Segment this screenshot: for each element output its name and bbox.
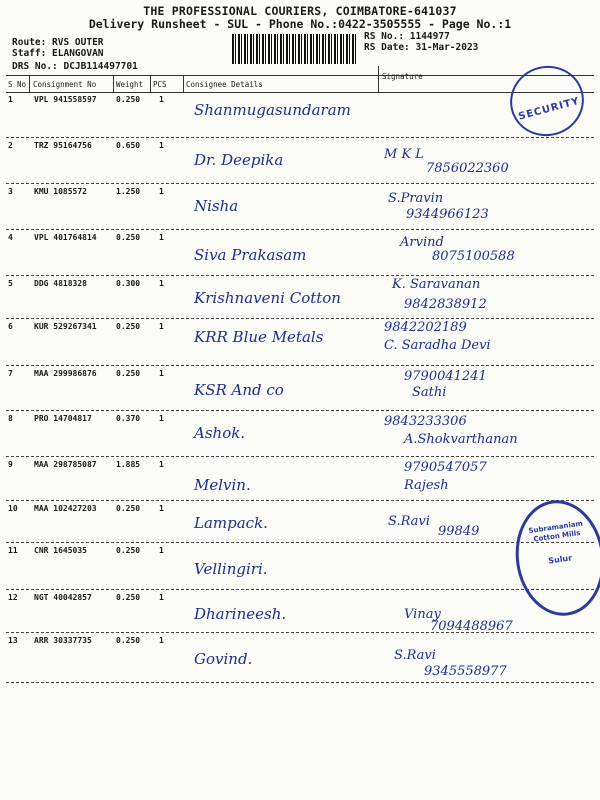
row-consignment-no: KUR 529267341	[34, 322, 97, 331]
row-pcs: 1	[159, 460, 164, 469]
rs-number: RS No.: 1144977	[364, 31, 450, 42]
row-signature-phone: Sathi	[412, 385, 447, 400]
row-divider	[6, 682, 594, 683]
row-signature: 9842202189	[384, 320, 467, 335]
col-header-signature: Signature	[382, 72, 423, 81]
row-weight: 0.250	[116, 95, 141, 104]
row-pcs: 1	[159, 322, 164, 331]
row-consignment-no: MAA 298785087	[34, 460, 97, 469]
row-signature-phone: 9345558977	[424, 664, 507, 679]
row-weight: 0.300	[116, 279, 141, 288]
runsheet-title: Delivery Runsheet - SUL - Phone No.:0422-3505555 - Page No.:1	[88, 17, 512, 31]
row-divider	[6, 275, 594, 276]
header-top-rule	[6, 75, 594, 76]
row-consignee: Govind.	[194, 650, 253, 668]
row-pcs: 1	[159, 95, 164, 104]
col-header-sno: S No	[8, 80, 27, 89]
row-sno: 1	[8, 95, 13, 104]
rs-date: RS Date: 31-Mar-2023	[364, 42, 479, 53]
col-divider	[150, 75, 151, 93]
drs-number: DRS No.: DCJB114497701	[12, 61, 138, 72]
barcode	[232, 34, 356, 64]
row-pcs: 1	[159, 636, 164, 645]
row-consignee: Shanmugasundaram	[194, 101, 351, 119]
row-weight: 0.250	[116, 369, 141, 378]
row-sno: 7	[8, 369, 13, 378]
row-sno: 2	[8, 141, 13, 150]
row-weight: 1.250	[116, 187, 141, 196]
row-signature-phone: 7094488967	[430, 619, 513, 634]
row-consignee: Siva Prakasam	[194, 246, 307, 264]
row-divider	[6, 542, 594, 543]
row-signature: K. Saravanan	[392, 277, 481, 292]
row-pcs: 1	[159, 546, 164, 555]
row-signature: 9843233306	[384, 414, 467, 429]
row-pcs: 1	[159, 369, 164, 378]
row-signature-phone: 7856022360	[426, 161, 509, 176]
row-consignment-no: NGT 40042857	[34, 593, 92, 602]
row-weight: 0.370	[116, 414, 141, 423]
row-weight: 0.250	[116, 593, 141, 602]
row-signature: S.Ravi	[388, 514, 430, 529]
row-signature-phone: Rajesh	[404, 478, 449, 493]
row-weight: 0.650	[116, 141, 141, 150]
row-sno: 12	[8, 593, 18, 602]
row-sno: 10	[8, 504, 18, 513]
row-pcs: 1	[159, 414, 164, 423]
row-weight: 0.250	[116, 546, 141, 555]
security-stamp-text: SECURITY	[517, 95, 582, 123]
row-sno: 9	[8, 460, 13, 469]
row-consignee: Vellingiri.	[194, 560, 268, 578]
row-divider	[6, 500, 594, 501]
table-row	[6, 185, 594, 229]
row-consignment-no: PRO 14704817	[34, 414, 92, 423]
row-consignee: Dharineesh.	[194, 605, 287, 623]
col-divider	[113, 75, 114, 93]
col-header-consignment: Consignment No	[33, 80, 97, 89]
row-signature-phone: 9344966123	[406, 207, 489, 222]
row-pcs: 1	[159, 187, 164, 196]
row-consignee: Nisha	[194, 197, 239, 215]
row-signature: Arvind	[400, 235, 444, 250]
row-consignee: KSR And co	[194, 381, 284, 399]
row-consignee: Dr. Deepika	[194, 151, 284, 169]
col-divider	[378, 66, 379, 93]
row-sno: 3	[8, 187, 13, 196]
row-consignee: Lampack.	[194, 514, 268, 532]
row-divider	[6, 318, 594, 319]
row-pcs: 1	[159, 504, 164, 513]
row-signature: 9790041241	[404, 369, 487, 384]
row-consignment-no: MAA 102427203	[34, 504, 97, 513]
company-title: THE PROFESSIONAL COURIERS, COIMBATORE-641037	[143, 4, 457, 18]
row-divider	[6, 632, 594, 633]
row-weight: 0.250	[116, 504, 141, 513]
row-consignment-no: ARR 30337735	[34, 636, 92, 645]
col-divider	[29, 75, 30, 93]
row-divider	[6, 365, 594, 366]
row-divider	[6, 589, 594, 590]
row-signature: Vinay	[404, 607, 441, 622]
company-seal-inner-text: Sulur	[547, 553, 573, 566]
row-signature: S.Pravin	[388, 191, 444, 206]
row-divider	[6, 456, 594, 457]
row-signature: 9790547057	[404, 460, 487, 475]
row-signature-phone: C. Saradha Devi	[384, 338, 491, 353]
row-sno: 5	[8, 279, 13, 288]
row-consignment-no: CNR 1645035	[34, 546, 87, 555]
col-divider	[183, 75, 184, 93]
row-pcs: 1	[159, 593, 164, 602]
row-consignment-no: DDG 4818328	[34, 279, 87, 288]
row-consignee: Melvin.	[194, 476, 251, 494]
row-divider	[6, 137, 594, 138]
row-signature-phone: 8075100588	[432, 249, 515, 264]
staff-label: Staff: ELANGOVAN	[12, 48, 104, 59]
row-sno: 8	[8, 414, 13, 423]
row-pcs: 1	[159, 141, 164, 150]
row-sno: 6	[8, 322, 13, 331]
route-label: Route: RVS OUTER	[12, 37, 104, 48]
row-signature: S.Ravi	[394, 648, 436, 663]
row-sno: 4	[8, 233, 13, 242]
row-weight: 0.250	[116, 636, 141, 645]
row-sno: 11	[8, 546, 18, 555]
col-header-weight: Weight	[116, 80, 144, 89]
row-divider	[6, 410, 594, 411]
table-row	[6, 544, 594, 589]
row-signature-phone: A.Shokvarthanan	[404, 432, 518, 447]
row-consignment-no: VPL 401764814	[34, 233, 97, 242]
row-consignee: Krishnaveni Cotton	[194, 289, 341, 307]
col-header-pcs: PCS	[153, 80, 167, 89]
row-signature: M K L	[384, 147, 424, 162]
row-consignee: KRR Blue Metals	[194, 328, 324, 346]
row-signature-phone: 9842838912	[404, 297, 487, 312]
row-consignment-no: VPL 941558597	[34, 95, 97, 104]
row-consignment-no: MAA 299986876	[34, 369, 97, 378]
row-weight: 0.250	[116, 233, 141, 242]
row-consignment-no: KMU 1085572	[34, 187, 87, 196]
col-header-consignee: Consignee Details	[186, 80, 263, 89]
row-pcs: 1	[159, 279, 164, 288]
row-signature-phone: 99849	[438, 524, 480, 539]
row-divider	[6, 229, 594, 230]
row-pcs: 1	[159, 233, 164, 242]
row-consignee: Ashok.	[194, 424, 246, 442]
row-weight: 0.250	[116, 322, 141, 331]
row-divider	[6, 183, 594, 184]
company-seal-text: Subramaniam Cotton Mills	[528, 519, 584, 544]
row-weight: 1.885	[116, 460, 141, 469]
row-consignment-no: TRZ 95164756	[34, 141, 92, 150]
row-sno: 13	[8, 636, 18, 645]
